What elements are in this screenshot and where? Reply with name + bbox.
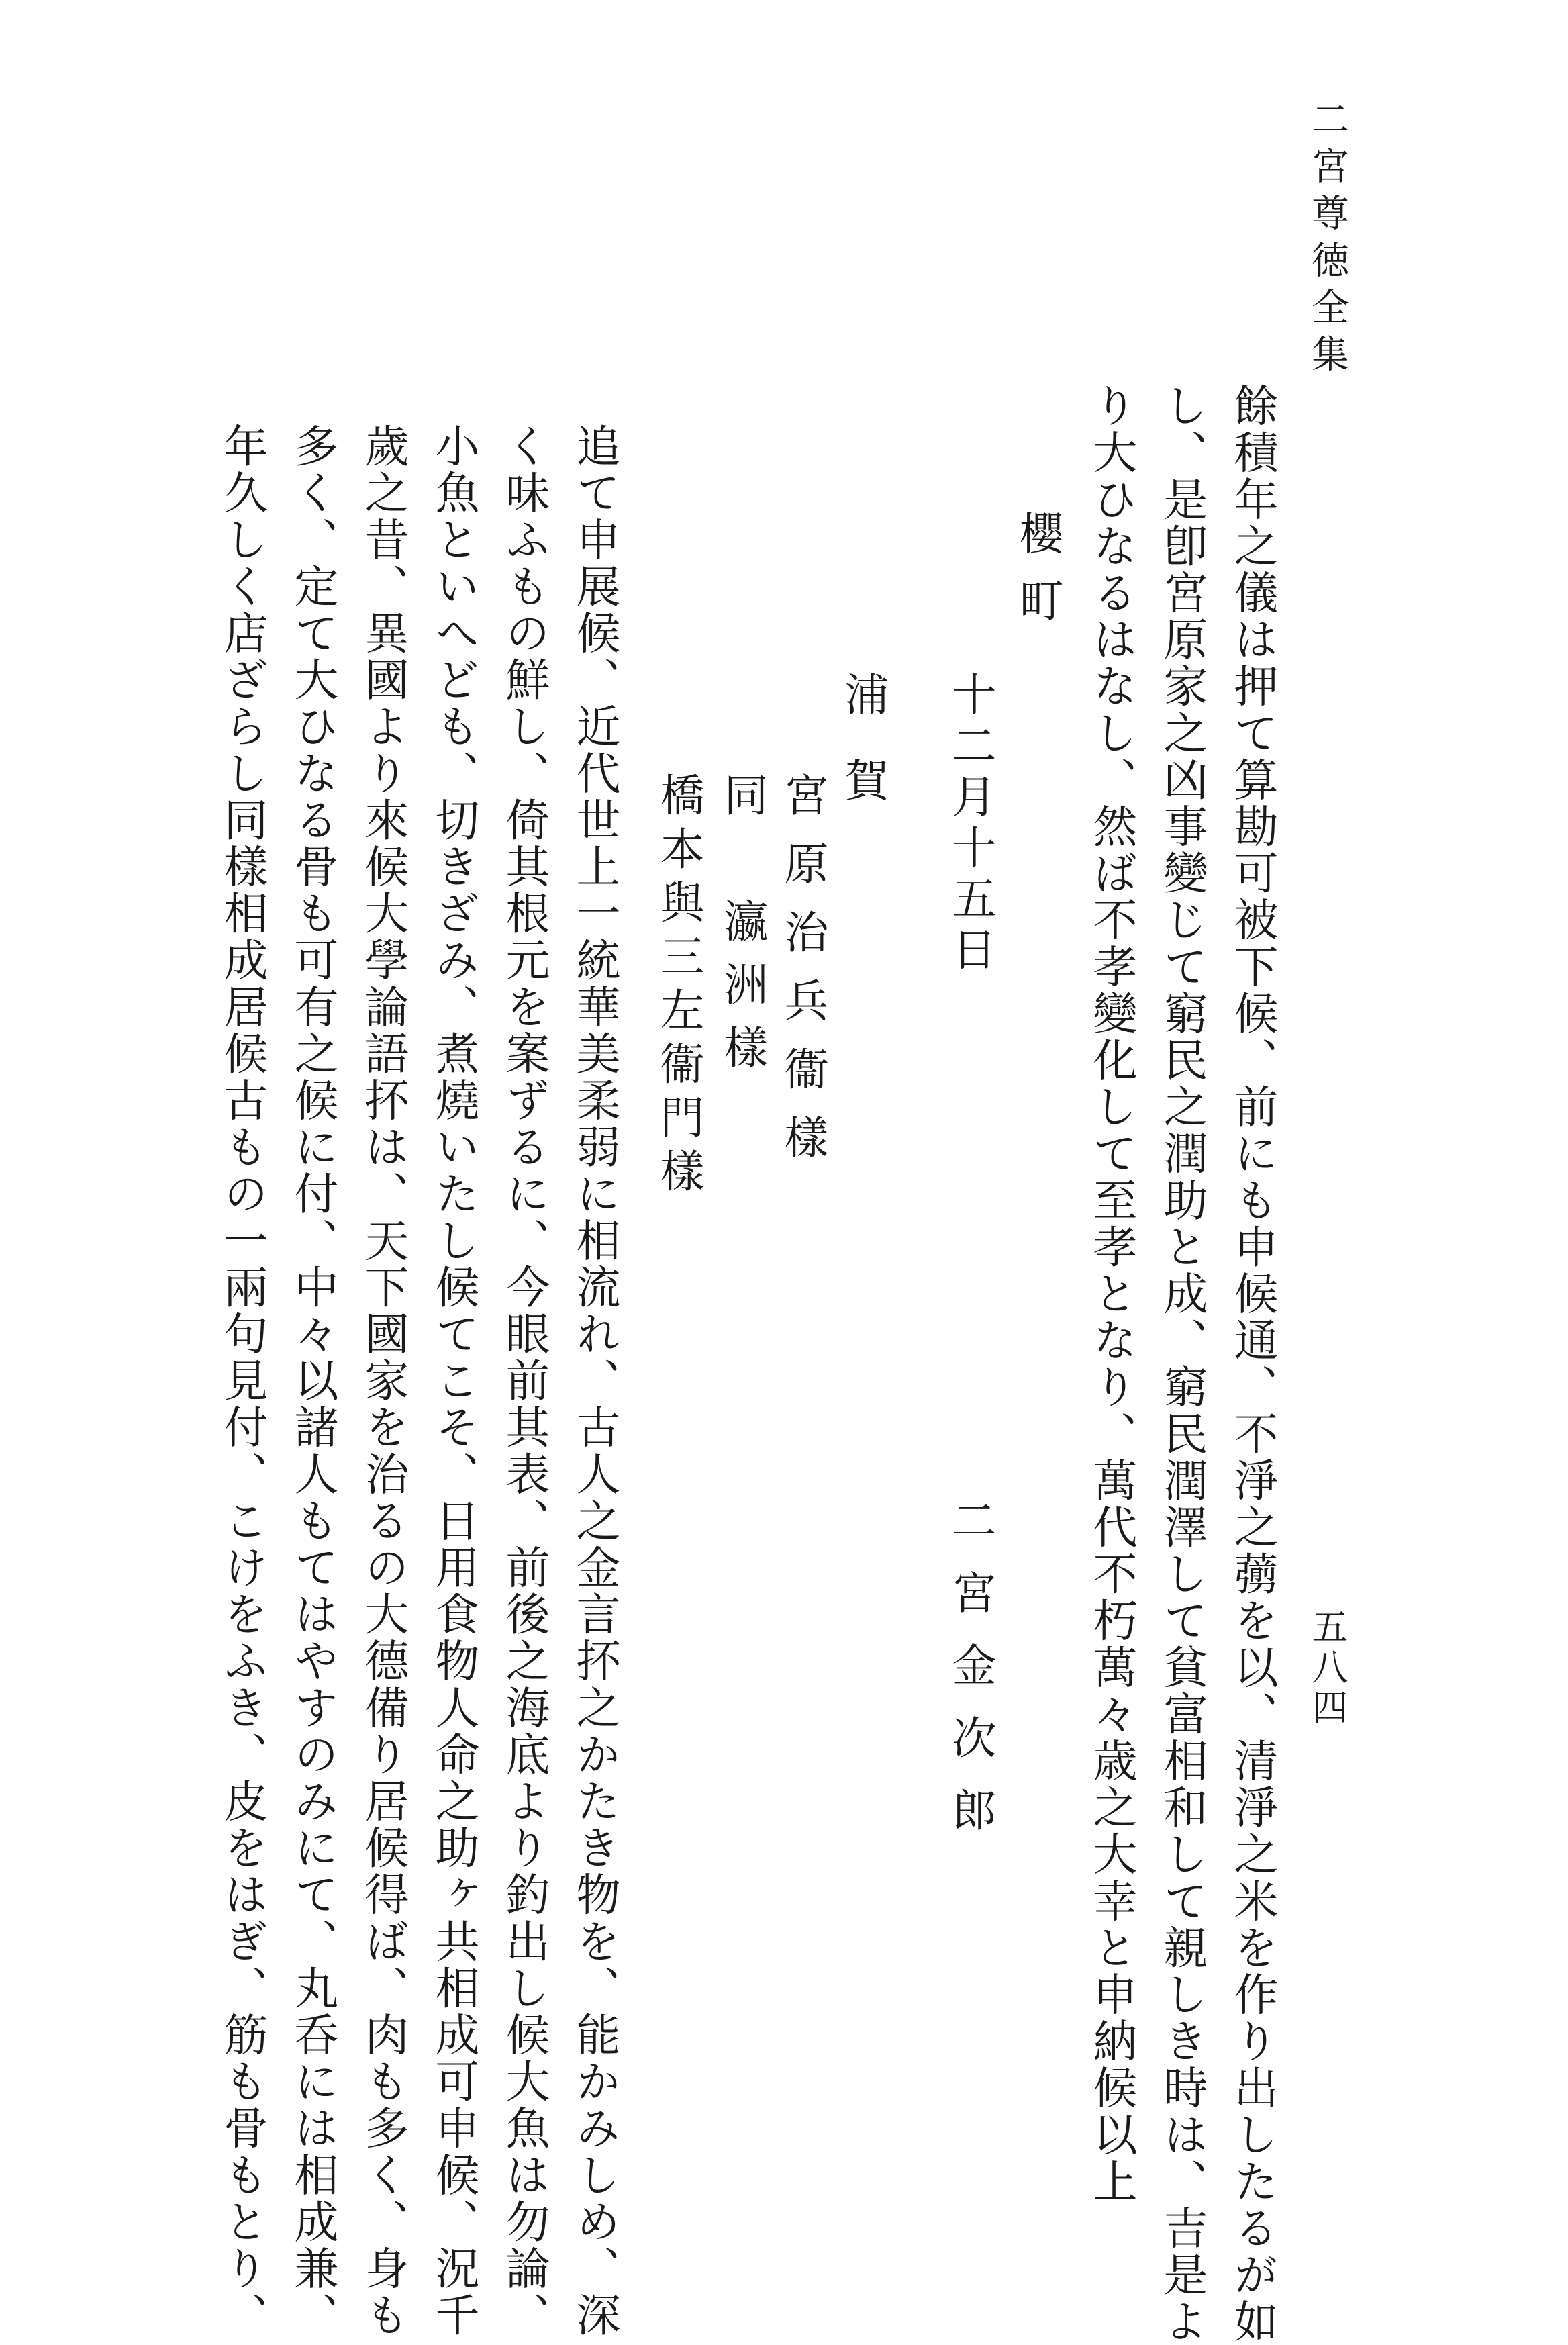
letter-date: 十二月十五日 [944,671,996,977]
recipient-place: 浦賀 [837,671,889,843]
recipient-3: 橋本與三左衞門樣 [652,772,704,1202]
running-header: 二宮尊徳全集 [1306,99,1349,381]
essay-line-6: 年久しく店ざらし同樣相成居候古もの一兩句見付、こけをふき、皮をはぎ、筋も骨もとり、 [216,423,268,2339]
letter-sender-name: 二宮金次郎 [944,1497,996,1860]
essay-line-3: 小魚といへども、切きざみ、煮燒いたし候てこそ、日用食物人命之助ヶ共相成可申候、況千 [428,423,479,2339]
letter-body-line-2: し、是卽宮原家之凶事變じて窮民之潤助と成、窮民潤澤して貧富相和して親しき時は、吉是よ [1156,383,1208,2345]
essay-line-4: 歲之昔、異國より來候大學論語抔は、天下國家を治るの大德備り居候得ば、肉も多く、身も [357,423,409,2339]
essay-line-2: く味ふもの鮮し、倚其根元を案ずるに、今眼前其表、前後之海底より釣出し候大魚は勿論、 [498,423,550,2339]
essay-line-1: 追て申展候、近代世上一統華美柔弱に相流れ、古人之金言抔之かたき物を、能かみしめ、深 [569,423,620,2339]
letter-body-line-1: 餘積年之儀は押て算勘可被下候、前にも申候通、不淨之𦿶を以、清淨之米を作り出したるが如 [1226,383,1278,2345]
recipient-1: 宮原治兵衞樣 [777,772,828,1183]
page-number: 五八四 [1306,1608,1349,1729]
letter-sender-place: 櫻町 [1012,510,1063,644]
essay-line-5: 多く、定て大ひなる骨も可有之候に付、中々以諸人もてはやすのみにて、丸呑には相成兼、 [287,423,338,2339]
recipient-2: 同 瀛洲樣 [716,772,768,1088]
letter-body-line-3: り大ひなるはなし、然ば不孝變化して至孝となり、萬代不朽萬々歳之大幸と申納候以上 [1085,383,1137,2205]
